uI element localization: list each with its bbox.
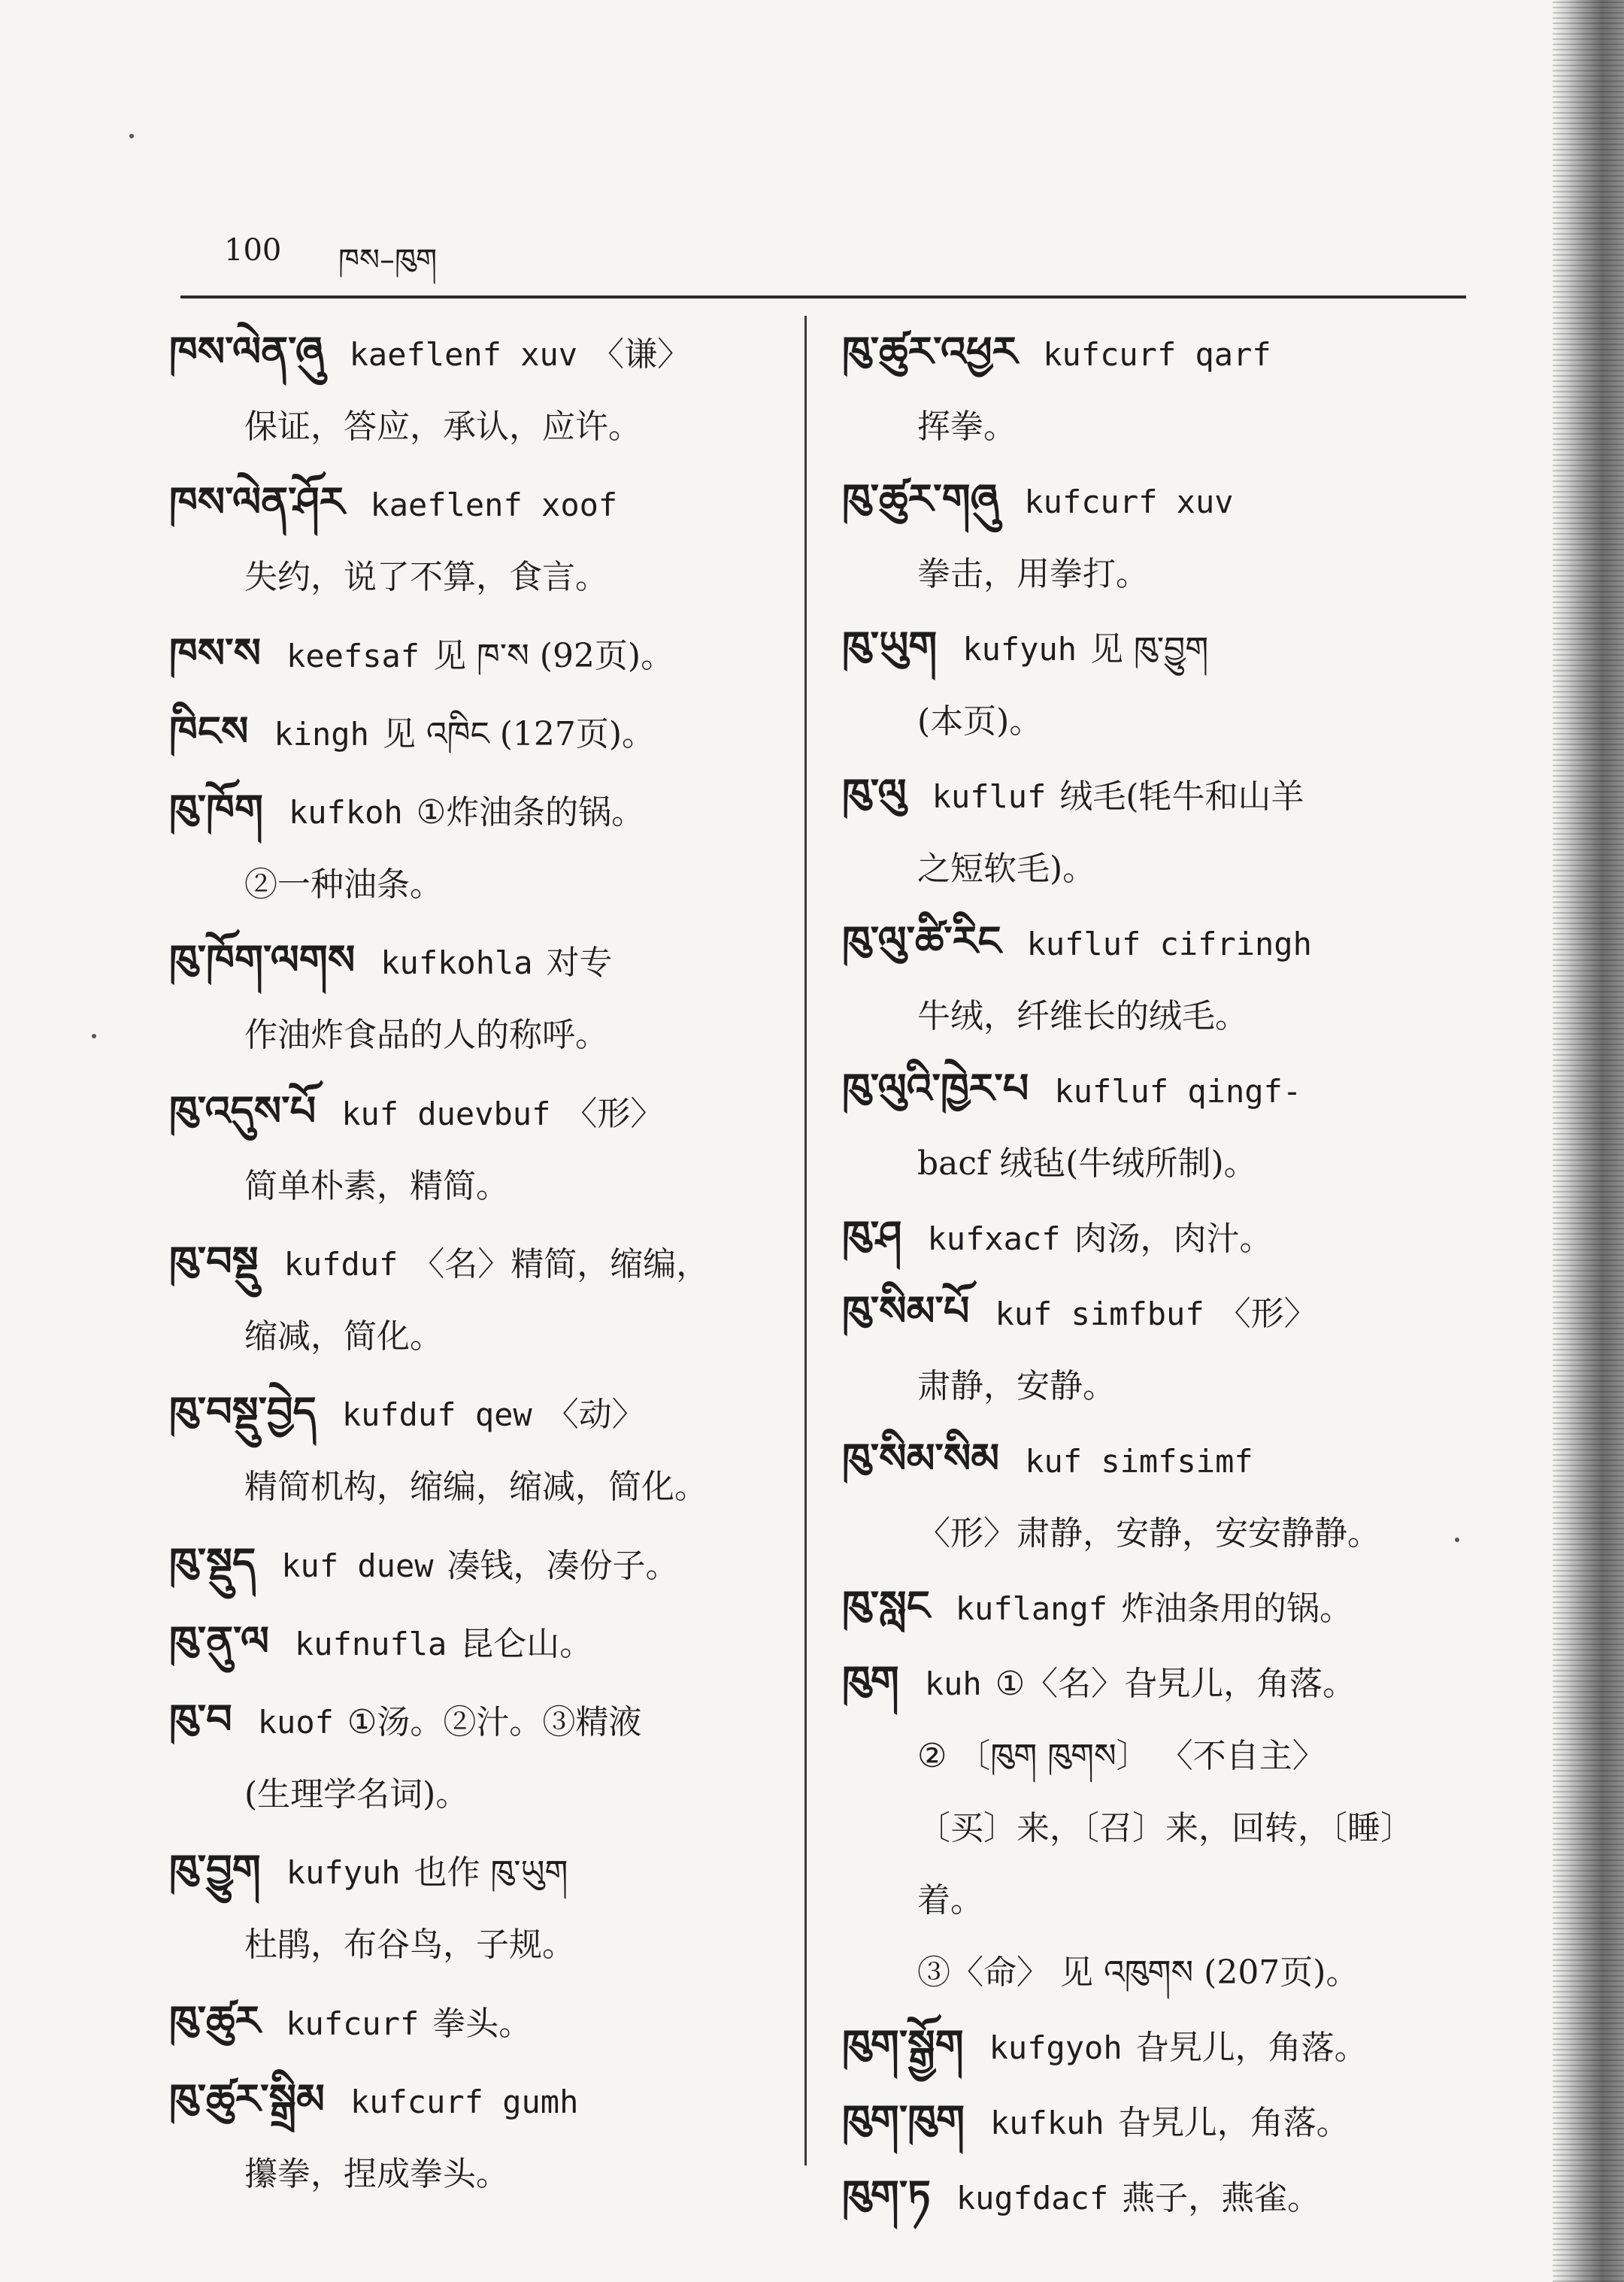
dictionary-entry (842, 1200, 1466, 1275)
romanization: kufyuh (286, 1854, 401, 1892)
dictionary-entry (169, 1527, 797, 1602)
definition-line: 〈形〉肃静，安静，安安静静。 (917, 1514, 1380, 1553)
tibetan-headword: ཁུ་སིམ་པོ (842, 1287, 970, 1335)
entry-gloss: ①汤。②汁。③精液 (347, 1703, 642, 1742)
column-divider (804, 316, 807, 2165)
dictionary-entry (169, 1226, 797, 1373)
entry-headline (169, 924, 797, 999)
tibetan-headword: ཁུ་སིམ་སིམ (842, 1435, 1000, 1482)
definition-line: 拳击，用拳打。 (917, 555, 1149, 593)
entry-headline (169, 1605, 797, 1680)
entry-gloss: 凑钱，凑份子。 (447, 1546, 679, 1585)
romanization: kufcurf qarf (1043, 336, 1271, 373)
entry-gloss: 拳头。 (432, 2004, 532, 2043)
romanization: kufgyoh (989, 2029, 1123, 2066)
definition-line: 杜鹃，布谷鸟，子规。 (244, 1926, 575, 1965)
romanization: kufduf qew (341, 1396, 532, 1434)
definition-line: ② 〔ཁུག ཁུགས〕 〈不自主〉 (917, 1737, 1326, 1775)
romanization: kuh (924, 1665, 982, 1702)
right-column (842, 316, 1466, 2219)
dictionary-entry (169, 924, 797, 1071)
entry-gloss: 见 ཁ་ས (92页)。 (433, 636, 674, 675)
entry-headline (169, 1075, 797, 1150)
running-head: ཁས–ཁུག (338, 243, 438, 277)
definition-line: 缩减，简化。 (244, 1317, 443, 1356)
speck (1455, 1538, 1459, 1542)
dictionary-entry (842, 463, 1466, 611)
romanization: kufcurf xuv (1024, 483, 1234, 520)
romanization: kufkohla (380, 944, 533, 982)
entry-gloss: 〈名〉精简，缩编， (411, 1244, 710, 1283)
definition-line: 简单朴素，精简。 (244, 1166, 509, 1205)
entry-headline (842, 2159, 1466, 2235)
entry-gloss: 旮旯儿，角落。 (1117, 2104, 1350, 2142)
dictionary-entry (842, 2159, 1466, 2235)
dictionary-entry (169, 1683, 797, 1831)
tibetan-headword: ཁུག་ཁུག (842, 2096, 965, 2144)
entry-headline (169, 617, 797, 692)
tibetan-headword: ཁུ་ཚུར་འཕྱར (842, 328, 1018, 375)
dictionary-entry (169, 617, 797, 692)
dictionary-entry (169, 1985, 797, 2060)
entry-headline (842, 758, 1466, 833)
dictionary-entry (842, 2009, 1466, 2084)
romanization: kufkuh (989, 2105, 1104, 2141)
tibetan-headword: ཁུ་ཚུར་གཞུ (842, 475, 999, 523)
entry-gloss: 〈形〉 (1217, 1295, 1317, 1333)
entry-headline (169, 774, 797, 849)
romanization: kufluf cifringh (1026, 926, 1312, 962)
tibetan-headword: ཁས་ས (169, 629, 262, 677)
tibetan-headword: ཁུ་སྡུད (169, 1538, 256, 1586)
dictionary-entry (169, 316, 797, 463)
romanization: kufluf (932, 778, 1047, 815)
entry-headline (169, 696, 797, 771)
entry-gloss: 昆仑山。 (460, 1624, 593, 1663)
romanization: kingh (274, 715, 369, 753)
definition-line: 肃静，安静。 (917, 1367, 1116, 1405)
entry-headline (842, 316, 1466, 391)
definition-line: ②一种油条。 (244, 865, 443, 905)
dictionary-entry (842, 1570, 1466, 1645)
definition-line: 失约，说了不算，食言。 (244, 558, 608, 597)
tibetan-headword: ཁུ་ཚུར་སྒྲིམ (169, 2074, 325, 2123)
definition-line: 之短软毛)。 (917, 850, 1096, 888)
dictionary-entry (842, 1275, 1466, 1423)
dictionary-entry (169, 1376, 797, 1523)
tibetan-headword: ཁུ་བསྡུ་བྱེད (169, 1388, 317, 1436)
tibetan-headword: ཁུ་བ (169, 1696, 232, 1744)
entry-headline (169, 466, 797, 541)
romanization: kufyuh (962, 631, 1077, 668)
romanization: kuf duew (281, 1547, 434, 1584)
entry-headline (842, 611, 1466, 686)
tibetan-headword: ཁུ་ནུ་ལ (169, 1617, 270, 1665)
romanization: kuf simfsimf (1025, 1443, 1253, 1480)
romanization: kufkoh (288, 794, 403, 832)
dictionary-entry (169, 1075, 797, 1223)
romanization: kufcurf gumh (350, 2083, 579, 2120)
entry-headline (842, 1423, 1466, 1498)
romanization: kufnufla (295, 1625, 447, 1662)
entry-gloss: ①〈名〉旮旯儿，角落。 (995, 1665, 1356, 1703)
tibetan-headword: ཁུ་ཡུག (842, 623, 938, 670)
speck (129, 134, 134, 138)
romanization: kuf simfbuf (995, 1296, 1204, 1332)
definition-line: 〔买〕来，〔召〕来，回转，〔睡〕着。 (917, 1809, 1413, 1920)
entry-gloss: 肉汤，肉汁。 (1074, 1220, 1273, 1258)
romanization: kufluf qingf- (1054, 1073, 1302, 1110)
entry-headline (169, 1527, 797, 1602)
dictionary-entry (842, 905, 1466, 1053)
entry-headline (842, 2009, 1466, 2084)
entry-headline (842, 1645, 1466, 1720)
dictionary-entry (842, 611, 1466, 758)
entry-headline (842, 1570, 1466, 1645)
dictionary-entry (842, 758, 1466, 905)
entry-headline (169, 1985, 797, 2060)
header-rule (180, 295, 1466, 299)
entry-headline (842, 1200, 1466, 1275)
definition-line: 作油炸食品的人的称呼。 (244, 1016, 608, 1055)
entry-gloss: 见 ཁུ་བྱུག (1090, 630, 1209, 668)
romanization: kufxacf (927, 1220, 1061, 1257)
tibetan-headword: ཁུ་ཁོག་ལགས (169, 936, 356, 984)
tibetan-headword: ཁུག (842, 1657, 899, 1705)
left-column (169, 316, 797, 2211)
romanization: keefsaf (286, 637, 420, 674)
dictionary-entry (842, 1645, 1466, 2009)
definition-line: 精简机构，缩编，缩减，简化。 (244, 1468, 707, 1507)
definition-line: 挥拳。 (917, 408, 1017, 446)
romanization: kufduf (283, 1245, 398, 1283)
entry-headline (842, 905, 1466, 980)
tibetan-headword: ཁུག་ཏ (842, 2171, 931, 2219)
entry-gloss: 〈谦〉 (591, 335, 691, 374)
entry-gloss: 绒毛(牦牛和山羊 (1059, 777, 1304, 816)
tibetan-headword: ཁུ་ལུ (842, 770, 907, 817)
dictionary-entry (842, 1423, 1466, 1570)
definition-line: bacf 绒毡(牛绒所制)。 (917, 1144, 1257, 1183)
definition-line: ③〈命〉 见 འཁུགས (207页)。 (917, 1953, 1359, 1992)
dictionary-entry (842, 2084, 1466, 2159)
entry-gloss: 也作 ཁུ་ཡུག (414, 1853, 568, 1893)
entry-gloss: 见 འཁིང (127页)。 (382, 714, 656, 753)
romanization: kuof (257, 1704, 334, 1741)
dictionary-entry (842, 316, 1466, 463)
tibetan-headword: ཁུ་སླང (842, 1582, 930, 1629)
entry-headline (842, 1275, 1466, 1350)
definition-line: (本页)。 (917, 702, 1043, 741)
romanization: kaeflenf xuv (349, 336, 578, 373)
entry-headline (169, 2063, 797, 2138)
binding-speckle (1553, 0, 1624, 2282)
entry-gloss: ①炸油条的锅。 (416, 793, 645, 832)
tibetan-headword: ཁུག་སྒྱོག (842, 2021, 964, 2068)
entry-headline (169, 1834, 797, 1909)
romanization: kufcurf (286, 2005, 420, 2042)
entry-headline (169, 1226, 797, 1301)
tibetan-headword: ཁུ་ལུ་ཚི་རིང (842, 917, 1001, 965)
dictionary-entry (169, 2063, 797, 2211)
dictionary-entry (842, 1053, 1466, 1200)
tibetan-headword: ཁུ་བྱུག (169, 1846, 261, 1894)
entry-headline (842, 1053, 1466, 1128)
entry-gloss: 〈形〉 (564, 1094, 664, 1133)
romanization: kaeflenf xoof (370, 486, 618, 524)
entry-gloss: 炸油条用的锅。 (1121, 1590, 1353, 1628)
tibetan-headword: ཁས་ལེན་ཤོར (169, 478, 345, 526)
entry-gloss: 燕子，燕雀。 (1122, 2179, 1321, 2217)
tibetan-headword: ཁས་ལེན་ཞུ (169, 328, 324, 375)
dictionary-entry (169, 1834, 797, 1981)
tibetan-headword: ཁུ་ལུའི་ཁྱེར་པ (842, 1065, 1029, 1112)
dictionary-entry (169, 696, 797, 771)
entry-headline (169, 1683, 797, 1759)
tibetan-headword: ཁུ་ཚུར (169, 1996, 261, 2044)
dictionary-entry (169, 466, 797, 614)
definition-line: 攥拳，捏成拳头。 (244, 2154, 509, 2193)
dictionary-entry (169, 774, 797, 921)
tibetan-headword: ཁུ་འདུས་པོ (169, 1086, 317, 1135)
entry-headline (169, 1376, 797, 1451)
tibetan-headword: ཁིངས (169, 707, 249, 755)
entry-headline (842, 463, 1466, 538)
entry-gloss: 对专 (546, 944, 613, 983)
entry-headline (169, 316, 797, 391)
romanization: kuflangf (955, 1590, 1108, 1627)
dictionary-entry (169, 1605, 797, 1680)
page-number: 100 (224, 233, 282, 268)
entry-gloss: 旮旯儿，角落。 (1135, 2029, 1368, 2067)
romanization: kuf duevbuf (341, 1095, 551, 1132)
definition-line: 牛绒，纤维长的绒毛。 (917, 997, 1248, 1035)
entry-gloss: 〈动〉 (545, 1396, 645, 1435)
definition-line: (生理学名词)。 (244, 1775, 469, 1814)
speck (92, 1034, 96, 1038)
entry-headline (842, 2084, 1466, 2159)
tibetan-headword: ཁུ་ཁོག (169, 786, 263, 834)
tibetan-headword: ཁུ་བསྡུ (169, 1237, 259, 1285)
page-header (180, 211, 1474, 278)
definition-line: 保证，答应，承认，应许。 (244, 408, 641, 446)
romanization: kugfdacf (956, 2180, 1109, 2217)
tibetan-headword: ཁུ་ཤ (842, 1212, 902, 1259)
